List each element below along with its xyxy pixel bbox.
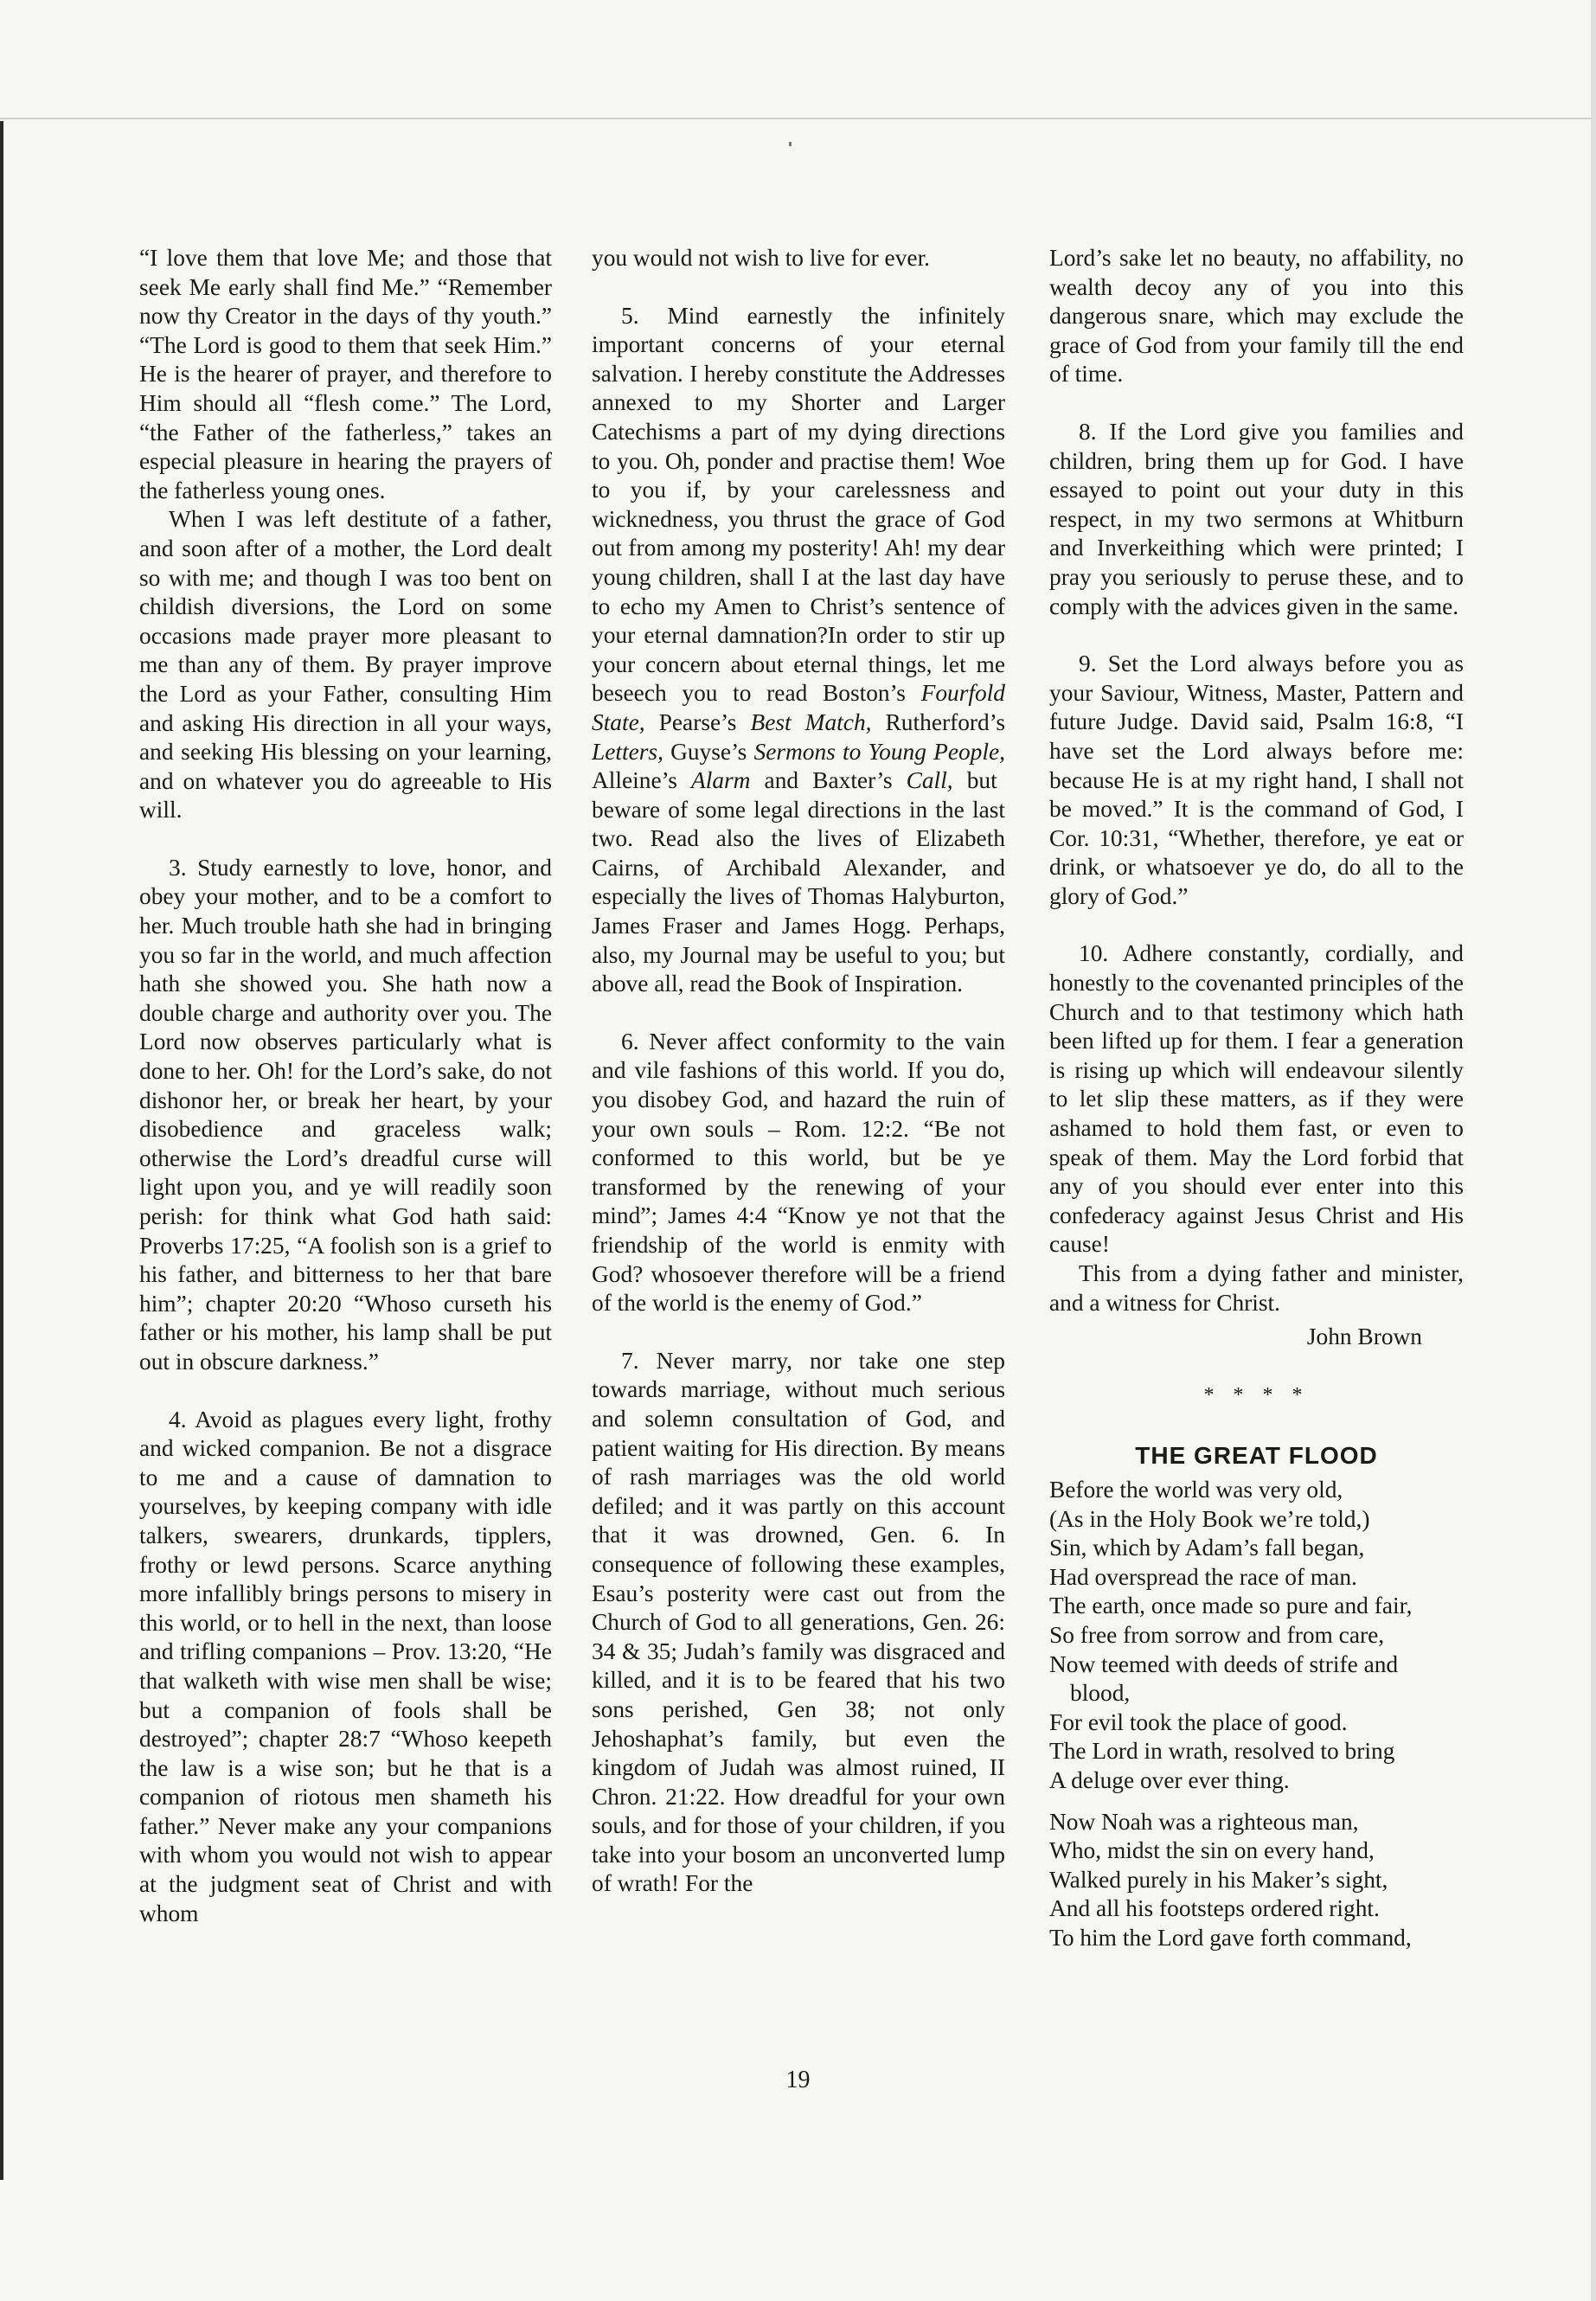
poem-line: So free from sorrow and from care, <box>1049 1621 1385 1648</box>
poem-line: The Lord in wrath, resolved to bring <box>1049 1738 1395 1765</box>
poem-line: (As in the Holy Book we’re told,) <box>1049 1505 1370 1532</box>
paragraph-point-6: 6. Never affect conformity to the vain and vile fashions of this world. If you do, you disobey God, and hazard the ruin of your own souls – Rom. 12:2. “Be not conformed to this world, but be ye transformed by the renewing of your mind”; James 4:4 “Know ye not that the friendship of the world is enmity with God? whosoever therefore will be a friend of the world is the enemy of God.” <box>592 1028 1005 1317</box>
stanza-break <box>1049 1796 1464 1808</box>
scan-edge-left <box>0 121 3 2180</box>
poem-line: Before the world was very old, <box>1049 1476 1343 1503</box>
poem-line: And all his footsteps ordered right. <box>1049 1895 1380 1922</box>
poem-line: The earth, once made so pure and fair, <box>1049 1593 1413 1619</box>
book-title: Alarm <box>690 767 751 794</box>
poem-line: Now teemed with deeds of strife and <box>1049 1650 1399 1677</box>
paragraph-scripture-quotes: “I love them that love Me; and those that seek Me early shall find Me.” “Remember now thy Creator in the days of thy youth.” “The Lord is good to them that seek Him.” He is the hearer of prayer, and therefore to Him should all “flesh come.” The Lord, “the Father of the fatherless,” takes an especial pleasure in hearing the prayers of the fatherless young ones. <box>139 245 552 503</box>
book-title: Best Match, <box>750 708 872 735</box>
paragraph-point-3: 3. Study earnestly to love, honor, and obey your mother, and to be a comfort to her. Much trouble hath she had in bringing you so far in the world, and much affection hath she showed you. She hath now a double charge and authority over you. The Lord now observes particularly what is done to her. Oh! for the Lord’s sake, do not dishonor her, or break her heart, by your disobedience and graceless walk; otherwise the Lord’s dreadful curse will light upon you, and ye will readily soon perish: for think what God hath said: Proverbs 17:25, “A foolish son is a grief to his father, and bitterness to her that bare him”; chapter 20:20 “Whoso curseth his father or his mother, his lamp shall be put out in obscure darkness.” <box>139 854 552 1375</box>
page-number: 19 <box>785 2067 811 2093</box>
paragraph-point-10: 10. Adhere constantly, cordially, and honestly to the covenanted principles of the Church and to that testimony which hath been lifted up for them. I fear a generation is rising up which will endeavour silently to let slip these matters, as if they were ashamed to hold them fast, or even to speak of them. May the Lord forbid that any of you should ever enter into this confederacy against Jesus Christ and His cause! <box>1049 940 1464 1258</box>
poem-line: Walked purely in his Maker’s sight, <box>1049 1866 1388 1893</box>
poem-line: Who, midst the sin on every hand, <box>1049 1837 1375 1864</box>
scan-speck <box>789 142 792 146</box>
column-left <box>139 244 552 1928</box>
scan-edge-top <box>0 118 1596 119</box>
poem-line: Had overspread the race of man. <box>1049 1563 1357 1590</box>
column-right <box>1049 244 1464 1952</box>
signature: John Brown <box>1306 1324 1422 1350</box>
column-middle <box>592 244 1005 1899</box>
poem-line: A deluge over ever thing. <box>1049 1766 1290 1793</box>
section-divider: * * * * <box>1203 1383 1310 1407</box>
scan-edge-right <box>1591 0 1596 2301</box>
poem-title: THE GREAT FLOOD <box>1135 1442 1378 1470</box>
paragraph-point-9: 9. Set the Lord always before you as your Saviour, Witness, Master, Pattern and future Judge. David said, Psalm 16:8, “I have set the Lord always before me: because He is at my right hand, I shall not be moved.” It is the command of God, I Cor. 10:31, “Whether, therefore, ye eat or drink, or whatsoever ye do, do all to the glory of God.” <box>1049 651 1464 909</box>
poem-line: For evil took the place of good. <box>1049 1708 1348 1735</box>
paragraph-closing: This from a dying father and minister, and a witness for Christ. <box>1049 1260 1464 1316</box>
book-title: Call, <box>906 767 953 794</box>
poem <box>1049 1476 1464 1953</box>
paragraph-point-4: 4. Avoid as plagues every light, frothy and wicked companion. Be not a disgrace to me and a cause of damnation to yourselves, by keeping company with idle talkers, swearers, drunkards, tipplers, frothy or lewd persons. Scarce anything more infallibly brings persons to misery in this world, or to hell in the next, than loose and trifling companions – Prov. 13:20, “He that walketh with wise men shall be wise; but a companion of fools shall be destroyed”; chapter 28:7 “Whoso keepeth the law is a wise son; but he that is a companion of riotous men shameth his father.” Never make any your companions with whom you would not wish to appear at the judgment seat of Christ and with whom <box>139 1406 552 1926</box>
poem-line: To him the Lord gave forth command, <box>1049 1924 1412 1951</box>
book-title: Sermons to Young People, <box>753 738 1005 765</box>
book-title: Letters, <box>592 738 663 765</box>
book-title: Fourfold State, <box>592 680 1005 735</box>
paragraph-point-5: 5. Mind earnestly the infinitely important concerns of your eternal salvation. I hereby constitute the Addresses annexed to my Shorter and Larger Catechisms a part of my dying directions to you. Oh, ponder and practise them! Woe to you if, by your carelessness and wicknedness, you thrust the grace of God out from among my posterity! Ah! my dear young children, shall I at the last day have to echo my Amen to Christ’s sentence of your eternal damnation?In order to stir up your concern about eternal things, let me beseech you to read Boston’s Fourfold State, Pearse’s Best Match, Rutherford’s Letters, Guyse’s Sermons to Young People, Alleine’s Alarm and Baxter’s Call, but beware of some legal directions in the last two. Read also the lives of Elizabeth Cairns, of Archibald Alexander, and especially the lives of Thomas Halyburton, James Fraser and James Hogg. Perhaps, also, my Journal may be useful to you; but above all, read the Book of Inspiration. <box>592 302 1005 997</box>
poem-line: blood, <box>1070 1680 1131 1707</box>
paragraph-prayer: When I was left destitute of a father, and soon after of a mother, the Lord dealt so with me; and though I was too bent on childish diversions, the Lord on some occasions made prayer more pleasant to me than any of them. By prayer improve the Lord as your Father, consulting Him and asking His direction in all your ways, and seeking His blessing on your learning, and on whatever you do agreeable to His will. <box>139 506 552 824</box>
poem-line: Now Noah was a righteous man, <box>1049 1808 1359 1835</box>
paragraph-continuation: Lord’s sake let no beauty, no affability, no wealth decoy any of you into this dangerous snare, which may exclude the grace of God from your family till the end of time. <box>1049 245 1464 388</box>
paragraph-point-7: 7. Never marry, nor take one step towards marriage, without much serious and solemn consultation of God, and patient waiting for His direction. By means of rash marriages was the old world defiled; and it was partly on this account that it was drowned, Gen. 6. In consequence of following these examples, Esau’s posterity were cast out from the Church of God to all generations, Gen. 26: 34 & 35; Judah’s family was disgraced and killed, and it is to be feared that his two sons perished, Gen 38; not only Jehoshaphat’s family, but even the kingdom of Judah was almost ruined, II Chron. 21:22. How dreadful for your own souls, and for those of your children, if you take into your bosom an unconverted lump of wrath! For the <box>592 1347 1005 1897</box>
paragraph-point-8: 8. If the Lord give you families and children, bring them up for God. I have essayed to point out your duty in this respect, in my two sermons at Whitburn and Inverkeithing which were printed; I pray you seriously to peruse these, and to comply with the advices given in the same. <box>1049 418 1464 619</box>
poem-line: Sin, which by Adam’s fall began, <box>1049 1535 1365 1561</box>
paragraph-continuation: you would not wish to live for ever. <box>592 245 931 271</box>
